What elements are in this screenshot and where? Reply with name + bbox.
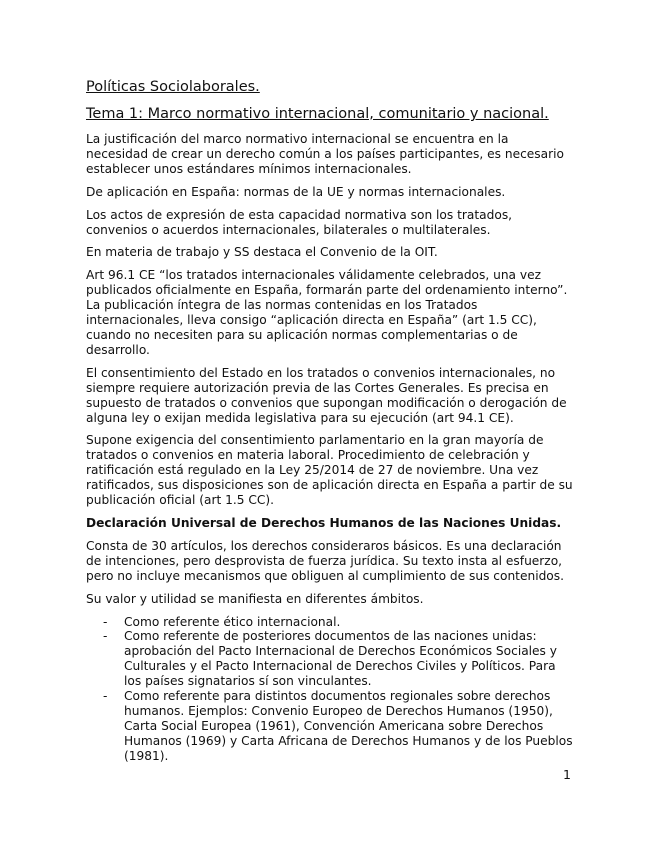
paragraph: En materia de trabajo y SS destaca el Convenio de la OIT. — [86, 245, 438, 260]
list-item — [86, 689, 574, 764]
paragraph: Consta de 30 artículos, los derechos consideraros básicos. Es una declaración de intenciones, pero desprovista de fuerza jurídica. Su texto insta al esfuerzo, pero no incluye mecanismos que obliguen al cumplimiento de sus contenidos. — [86, 538, 564, 583]
page-number: 1 — [563, 767, 571, 782]
list-item-text: Como referente para distintos documentos regionales sobre derechos humanos. Ejemplos: Convenio Europeo de Derechos Humanos (1950), Carta Social Europea (1961), Convención Americana sobre Derechos Humanos (1969) y Carta Africana de Derechos Humanos y de los Pueblos (1981). — [124, 689, 573, 763]
document-page — [86, 78, 574, 764]
section-heading: Declaración Universal de Derechos Humanos de las Naciones Unidas. — [86, 515, 562, 530]
list-item-text: Como referente ético internacional. — [124, 614, 341, 629]
list-item-text: Como referente de posteriores documentos de las naciones unidas: aprobación del Pacto Internacional de Derechos Económicos Sociales y Culturales y el Pacto Internacional de Derechos Civiles y Políticos. Para los países signatarios sí son vinculantes. — [124, 629, 557, 689]
list-item — [86, 629, 574, 689]
dash-bullet: - — [103, 614, 108, 629]
document-subtitle: Tema 1: Marco normativo internacional, comunitario y nacional. — [86, 106, 549, 122]
paragraph: Supone exigencia del consentimiento parlamentario en la gran mayoría de tratados o convenios en materia laboral. Procedimiento de celebración y ratificación está regulado en la Ley 25/2014 de 27 de noviembre. Una vez ratificados, sus disposiciones son de aplicación directa en España a partir de su publicación oficial (art 1.5 CC). — [86, 433, 573, 508]
paragraph: Los actos de expresión de esta capacidad normativa son los tratados, convenios o acuerdos internacionales, bilaterales o multilaterales. — [86, 207, 513, 237]
bullet-list — [86, 615, 574, 764]
paragraph: Art 96.1 CE “los tratados internacionales válidamente celebrados, una vez publicados oficialmente en España, formarán parte del ordenamiento interno”. La publicación íntegra de las normas contenidas en los Tratados internacionales, lleva consigo “aplicación directa en España” (art 1.5 CC), cuando no necesiten para su aplicación normas complementarias o de desarrollo. — [86, 268, 568, 357]
paragraph: El consentimiento del Estado en los tratados o convenios internacionales, no siempre requiere autorización previa de las Cortes Generales. Es precisa en supuesto de tratados o convenios que supongan modificación o derogación de alguna ley o exijan medida legislativa para su ejecución (art 94.1 CE). — [86, 365, 567, 425]
dash-bullet: - — [103, 629, 108, 644]
paragraph: De aplicación en España: normas de la UE y normas internacionales. — [86, 184, 506, 199]
paragraph: La justificación del marco normativo internacional se encuentra en la necesidad de crear un derecho común a los países participantes, es necesario establecer unos estándares mínimos internacionales. — [86, 132, 564, 176]
dash-bullet: - — [103, 689, 108, 704]
document-title: Políticas Sociolaborales. — [86, 79, 260, 95]
paragraph: Su valor y utilidad se manifiesta en diferentes ámbitos. — [86, 591, 424, 606]
list-item — [86, 615, 574, 630]
